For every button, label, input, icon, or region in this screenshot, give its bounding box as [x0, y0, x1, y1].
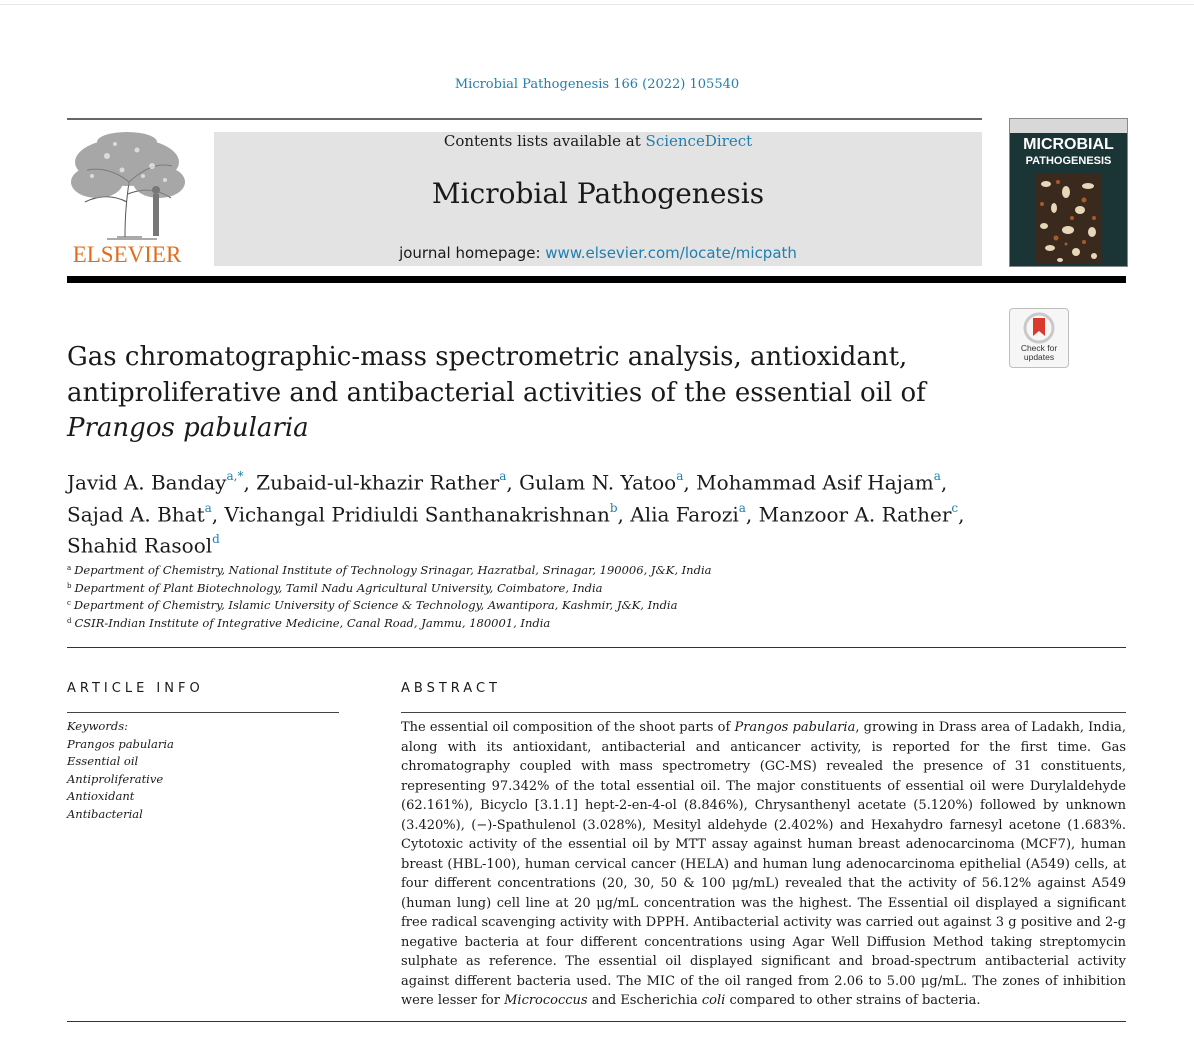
- author-line-3: [67, 528, 987, 560]
- affiliation-marker: b: [67, 581, 72, 590]
- keyword-item: Antiproliferative: [67, 771, 164, 786]
- affiliation-item: [67, 562, 967, 580]
- keyword-item: Antibacterial: [67, 806, 143, 821]
- affiliation-marker: c: [67, 599, 71, 607]
- section-divider: [67, 647, 1126, 648]
- author-affiliation-sup[interactable]: a: [676, 469, 684, 483]
- abstract-bottom-rule: [67, 1021, 1126, 1022]
- author-name[interactable]: Javid A. Banday: [67, 470, 227, 495]
- author-line-1: [67, 465, 987, 497]
- sciencedirect-link[interactable]: ScienceDirect: [645, 132, 753, 150]
- affiliation-item: [67, 580, 967, 598]
- cover-title-line2: PATHOGENESIS: [1025, 155, 1112, 167]
- keyword-item: Essential oil: [67, 754, 139, 768]
- author-separator: ,: [211, 502, 225, 527]
- affiliation-marker: a: [67, 564, 72, 572]
- elsevier-logo: [67, 132, 187, 267]
- author-affiliation-sup[interactable]: a: [933, 469, 941, 483]
- journal-cover-image[interactable]: [1009, 118, 1128, 267]
- abstract-genus: coli: [701, 993, 726, 1008]
- cover-title: [1014, 137, 1123, 169]
- author-separator: ,: [745, 502, 759, 527]
- bookmark-icon: [1010, 309, 1068, 345]
- author-affiliation-sup[interactable]: a: [499, 469, 507, 483]
- badge-text-line2: updates: [1023, 352, 1055, 362]
- abstract-species: Prangos pabularia: [734, 720, 856, 735]
- header-thick-rule: [67, 276, 1126, 283]
- cover-title-line1: MICROBIAL: [1023, 136, 1114, 153]
- abstract-text: [401, 718, 1126, 1011]
- article-info-rule: [67, 712, 339, 713]
- author-affiliation-sup[interactable]: a,*: [226, 469, 244, 483]
- abstract-part: The essential oil composition of the shoot parts of: [401, 720, 735, 735]
- badge-text: [1010, 344, 1068, 362]
- keywords-block: [67, 718, 339, 823]
- journal-banner: [214, 132, 982, 266]
- affiliation-list: [67, 562, 967, 632]
- contents-prefix: Contents lists available at: [443, 132, 646, 150]
- author-separator: ,: [683, 470, 697, 495]
- author-affiliation-sup[interactable]: b: [609, 500, 618, 515]
- tree-icon: [67, 132, 187, 240]
- author-name[interactable]: Manzoor A. Rather: [758, 502, 952, 527]
- keywords-label: Keywords:: [67, 719, 128, 733]
- affiliation-text: CSIR-Indian Institute of Integrative Medicine, Canal Road, Jammu, 180001, India: [74, 615, 551, 630]
- author-separator: ,: [940, 470, 948, 495]
- article-info-heading: ARTICLE INFO: [67, 681, 204, 696]
- homepage-prefix: journal homepage:: [399, 244, 546, 262]
- affiliation-text: Department of Chemistry, National Institute of Technology Srinagar, Hazratbal, Srinagar, 190006, J&K, India: [74, 563, 712, 577]
- contents-line: [214, 132, 982, 150]
- title-line-3: Prangos pabularia: [67, 413, 309, 443]
- author-name[interactable]: Mohammad Asif Hajam: [696, 470, 934, 495]
- author-separator: ,: [243, 470, 257, 495]
- article-title: [67, 340, 967, 447]
- journal-citation[interactable]: Microbial Pathogenesis 166 (2022) 105540: [454, 77, 740, 92]
- abstract-genus: Micrococcus: [504, 993, 588, 1008]
- publisher-wordmark[interactable]: ELSEVIER: [72, 242, 182, 267]
- keyword-item: Prangos pabularia: [67, 736, 174, 751]
- abstract-heading: ABSTRACT: [401, 681, 501, 696]
- title-line-1: Gas chromatographic-mass spectrometric analysis, antioxidant,: [67, 342, 908, 372]
- header-rule: [67, 118, 982, 120]
- author-separator: ,: [617, 502, 631, 527]
- author-name[interactable]: Vichangal Pridiuldi Santhanakrishnan: [224, 502, 610, 527]
- author-name[interactable]: Alia Farozi: [630, 502, 739, 527]
- author-name[interactable]: Zubaid-ul-khazir Rather: [256, 470, 500, 495]
- homepage-link[interactable]: www.elsevier.com/locate/micpath: [545, 244, 797, 262]
- abstract-part: and Escherichia: [587, 993, 702, 1008]
- affiliation-item: [67, 615, 967, 633]
- check-for-updates-button[interactable]: [1009, 308, 1069, 368]
- abstract-rule: [401, 712, 1126, 713]
- top-edge-line: [0, 4, 1194, 5]
- affiliation-text: Department of Chemistry, Islamic University of Science & Technology, Awantipora, Kashmir, J&K, India: [73, 598, 678, 612]
- author-affiliation-sup[interactable]: a: [204, 500, 212, 515]
- homepage-line: [214, 244, 982, 262]
- author-separator: ,: [958, 502, 965, 527]
- keyword-item: Antioxidant: [67, 789, 135, 803]
- affiliation-item: [67, 597, 967, 615]
- journal-title: Microbial Pathogenesis: [431, 177, 765, 210]
- title-line-2: antiproliferative and antibacterial activities of the essential oil of: [67, 377, 926, 408]
- cover-header-strip: [1010, 119, 1127, 133]
- author-list: [67, 465, 987, 560]
- author-name[interactable]: Sajad A. Bhat: [67, 502, 205, 527]
- author-separator: ,: [506, 470, 520, 495]
- author-affiliation-sup[interactable]: c: [951, 500, 959, 515]
- author-name[interactable]: Gulam N. Yatoo: [519, 470, 677, 495]
- affiliation-marker: d: [67, 616, 72, 625]
- abstract-part: compared to other strains of bacteria.: [725, 993, 981, 1008]
- author-affiliation-sup[interactable]: a: [738, 500, 746, 515]
- author-affiliation-sup[interactable]: d: [212, 532, 220, 547]
- author-name[interactable]: Shahid Rasool: [67, 533, 213, 558]
- abstract-part: , growing in Drass area of Ladakh, India, along with its antioxidant, antibacterial and anticancer activity, is reported for the first time. Gas chromatography coupled with mass spectrometry (GC-MS) revealed the presence of 31 constituents, representing 97.342% of the total essential oil. The major constituents of essential oil were Durylaldehyde (62.161%), Bicyclo [3.1.1] hept-2-en-4-ol (8.846%), Chrysanthenyl acetate (5.120%) followed by unknown (3.420%), (−)-Spathulenol (3.028%), Mesityl aldehyde (2.402%) and Hexahydro farnesyl acetone (1.683%. Cytotoxic activity of the essential oil by MTT assay against human breast adenocarcinoma (MCF7), human breast (HBL-100), human cervical cancer (HELA) and human lung adenocarcinoma epithelial (A549) cells, at four different concentrations (20, 30, 50 & 100 μg/mL) revealed that the activity of 56.12% against A549 (human lung) cell line at 20 μg/mL concentration was the highest. The Essential oil displayed a significant free radical scavenging activity with DPPH. Antibacterial activity was carried out against 3 g positive and 2-g negative bacteria at four different concentrations using Agar Well Diffusion Method taking streptomycin sulphate as reference. The essential oil displayed significant and broad-spectrum antibacterial activity against different bacteria used. The MIC of the oil ranged from 2.06 to 5.00 μg/mL. The zones of inhibition were lesser for: [401, 720, 1126, 1008]
- badge-text-line1: Check for: [1020, 343, 1058, 353]
- affiliation-text: Department of Plant Biotechnology, Tamil Nadu Agricultural University, Coimbatore, India: [74, 580, 603, 595]
- author-line-2: [67, 497, 987, 529]
- cover-micrograph: [1036, 174, 1102, 264]
